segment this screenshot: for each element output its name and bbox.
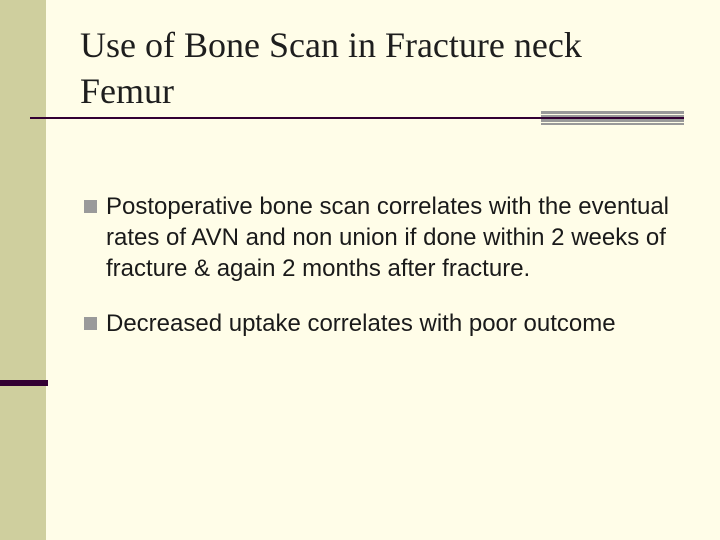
bullet-item-decreased-uptake bbox=[84, 308, 684, 339]
left-decorative-band bbox=[0, 0, 46, 540]
title-rule-accent-bar bbox=[541, 111, 684, 125]
square-bullet-icon bbox=[84, 317, 97, 330]
square-bullet-icon bbox=[84, 200, 97, 213]
left-band-accent-line bbox=[0, 380, 48, 386]
slide-title: Use of Bone Scan in Fracture neck Femur bbox=[80, 25, 582, 111]
bullet-list bbox=[84, 191, 684, 339]
bullet-text: Decreased uptake correlates with poor outcome bbox=[106, 310, 616, 337]
bullet-item-postoperative bbox=[84, 191, 684, 284]
bullet-text: Postoperative bone scan correlates with the eventual rates of AVN and non union if done within 2 weeks of fracture & again 2 months after fracture. bbox=[106, 193, 670, 282]
